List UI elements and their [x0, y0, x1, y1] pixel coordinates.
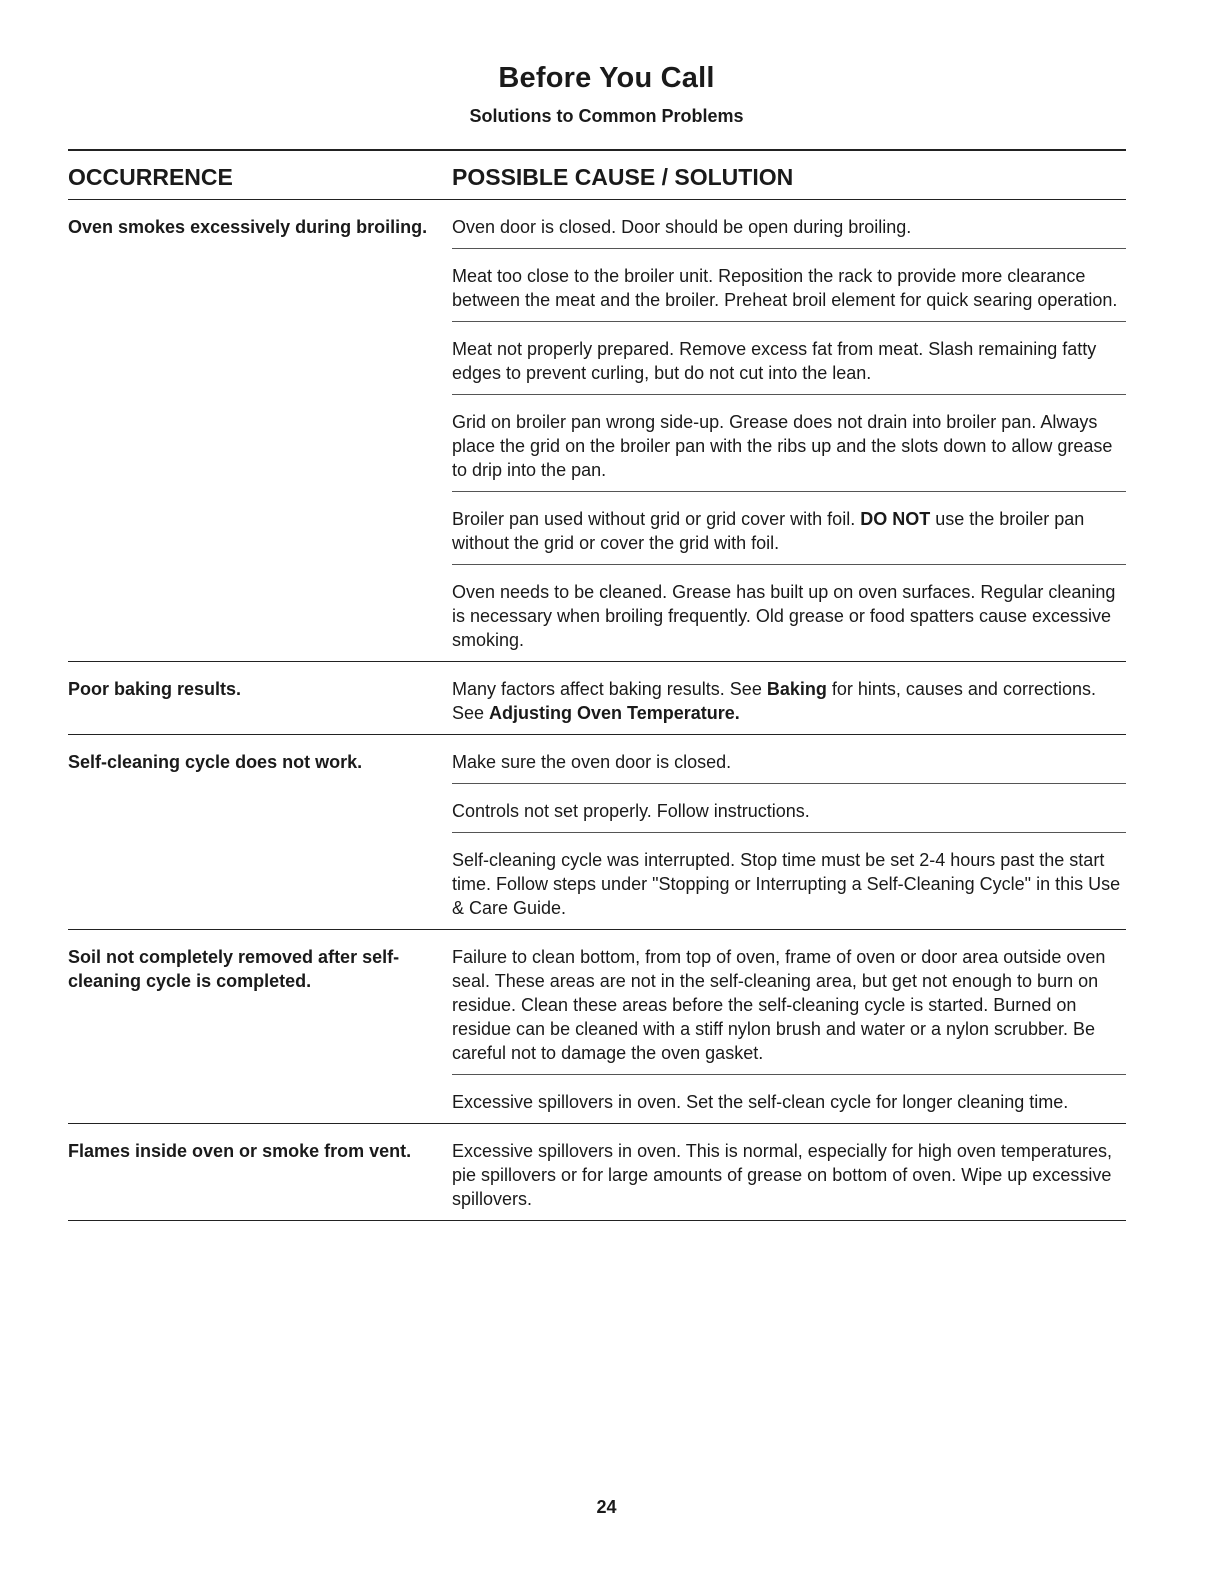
solution-item: Excessive spillovers in oven. This is normal, especially for high oven temperatures, pie spillovers or for large amounts of grease on bottom of oven. Wipe up excessive spillovers.: [452, 1141, 1112, 1209]
solution-item: Oven needs to be cleaned. Grease has built up on oven surfaces. Regular cleaning is necessary when broiling frequently. Old grease or food spatters cause excessive smoking.: [452, 564, 1126, 661]
occurrence-cell: Flames inside oven or smoke from vent.: [68, 1141, 412, 1161]
solution-text: for hints, causes and corrections. See: [452, 679, 1096, 723]
solutions-cell: [452, 930, 1126, 1123]
solution-column-header: POSSIBLE CAUSE / SOLUTION: [452, 163, 794, 190]
solution-item: Excessive spillovers in oven. Set the self-clean cycle for longer cleaning time.: [452, 1074, 1126, 1123]
solution-item: Controls not set properly. Follow instructions.: [452, 783, 1126, 832]
occurrence-column-header: OCCURRENCE: [68, 163, 233, 190]
occurrence-cell: Oven smokes excessively during broiling.: [68, 217, 428, 237]
table-row: [68, 735, 1126, 930]
solution-item: Grid on broiler pan wrong side-up. Grease does not drain into broiler pan. Always place the grid on the broiler pan with the ribs up and the slots down to allow grease to drip into the pan.: [452, 394, 1126, 491]
occurrence-cell: Self-cleaning cycle does not work.: [68, 752, 363, 772]
table-header: [68, 151, 1126, 200]
solution-emphasis: DO NOT: [860, 509, 931, 529]
adjusting-temperature-reference: Adjusting Oven Temperature.: [489, 703, 740, 723]
solution-item: Meat not properly prepared. Remove excess fat from meat. Slash remaining fatty edges to prevent curling, but do not cut into the lean.: [452, 321, 1126, 394]
table-row: [68, 200, 1126, 662]
solutions-cell: [452, 662, 1126, 734]
solution-item: Self-cleaning cycle was interrupted. Stop time must be set 2-4 hours past the start time. Follow steps under "Stopping or Interrupting a Self-Cleaning Cycle" in this Use & Care Guide.: [452, 832, 1126, 929]
solution-item: Meat too close to the broiler unit. Reposition the rack to provide more clearance between the meat and the broiler. Preheat broil element for quick searing operation.: [452, 248, 1126, 321]
table-row: [68, 1124, 1126, 1221]
solution-text: Many factors affect baking results. See: [452, 679, 767, 699]
solution-item: Failure to clean bottom, from top of oven, frame of oven or door area outside oven seal. These areas are not in the self-cleaning area, but get not enough to burn on residue. Clean these areas before the self-cleaning cycle is started. Burned on residue can be cleaned with a stiff nylon brush and water or a nylon scrubber. Be careful not to damage the oven gasket.: [452, 947, 1106, 1063]
solution-text: use the broiler pan without the grid or cover the grid with foil.: [452, 509, 1085, 553]
page-title: Before You Call: [498, 62, 715, 94]
solutions-cell: [452, 200, 1126, 661]
occurrence-cell: Soil not completely removed after self-cleaning cycle is completed.: [68, 947, 400, 991]
troubleshooting-table: [68, 149, 1126, 1221]
baking-reference: Baking: [766, 679, 827, 699]
solution-item: [452, 662, 1126, 734]
page-subtitle: Solutions to Common Problems: [469, 106, 744, 126]
solution-item: [452, 491, 1126, 564]
table-row: [68, 930, 1126, 1124]
solution-item: Oven door is closed. Door should be open during broiling.: [452, 217, 912, 237]
solutions-cell: [452, 735, 1126, 929]
table-row: [68, 662, 1126, 735]
occurrence-cell: Poor baking results.: [68, 679, 242, 699]
solution-text: Broiler pan used without grid or grid cover with foil.: [452, 509, 861, 529]
solution-item: Make sure the oven door is closed.: [452, 752, 732, 772]
solutions-cell: [452, 1124, 1126, 1220]
page-number: 24: [596, 1497, 617, 1517]
